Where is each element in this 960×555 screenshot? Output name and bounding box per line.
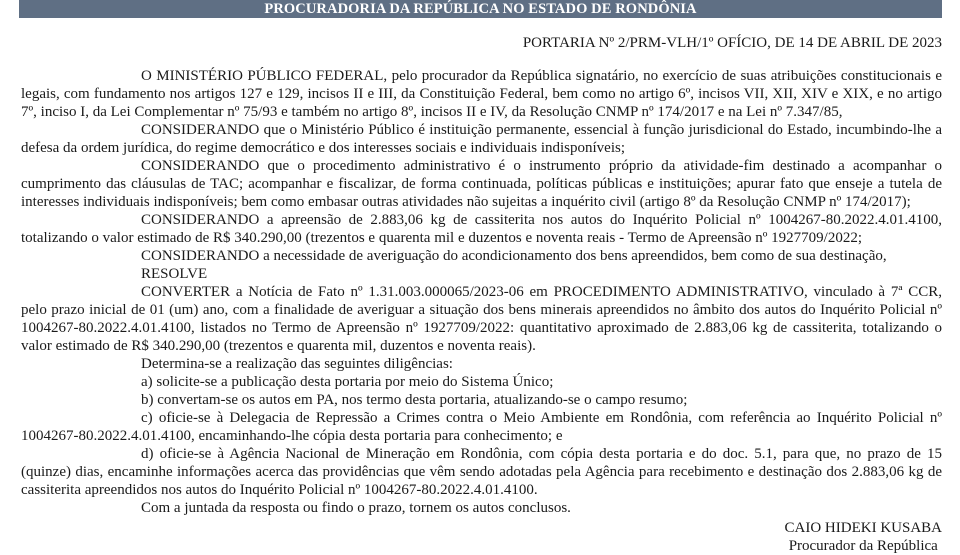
diligencia-item-d: d) oficie-se à Agência Nacional de Mineração em Rondônia, com cópia desta portaria e do doc. 5.1, para que, no prazo de 15 (quinze) dias, encaminhe informações acerca das providências que vêm sendo adotadas pela Agência para recebimento e destinação dos 2.883,06 kg de cassiterita apreendidos nos autos do Inquérito Policial nº 1004267-80.2022.4.01.4100.: [21, 446, 942, 498]
preamble-paragraph: O MINISTÉRIO PÚBLICO FEDERAL, pelo procurador da República signatário, no exercício de suas atribuições constitucionais e legais, com fundamento nos artigos 127 e 129, incisos II e III, da Constituição Federal, bem como no artigo 6º, incisos VII, XII, XIV e XIX, e no artigo 7º, inciso I, da Lei Complementar nº 75/93 e também no artigo 8º, incisos II e IV, da Resolução CNMP nº 174/2017 e na Lei nº 7.347/85,: [21, 68, 942, 120]
diligencia-item-b: b) convertam-se os autos em PA, nos termo desta portaria, atualizando-se o campo resumo;: [141, 392, 688, 408]
signatory-role: Procurador da República: [788, 538, 938, 554]
diligencia-item-a: a) solicite-se a publicação desta portaria por meio do Sistema Único;: [141, 374, 554, 390]
signatory-name: CAIO HIDEKI KUSABA: [784, 520, 942, 536]
portaria-title: PORTARIA Nº 2/PRM-VLH/1º OFÍCIO, DE 14 DE ABRIL DE 2023: [522, 35, 942, 51]
considerando-paragraph-4: CONSIDERANDO a necessidade de averiguação do acondicionamento dos bens apreendidos, bem como de sua destinação,: [141, 248, 887, 264]
diligencia-item-c: c) oficie-se à Delegacia de Repressão a Crimes contra o Meio Ambiente em Rondônia, com referência ao Inquérito Policial nº 1004267-80.2022.4.01.4100, encaminhando-lhe cópia desta portaria para conhecimento; e: [21, 410, 942, 444]
considerando-paragraph-3: CONSIDERANDO a apreensão de 2.883,06 kg de cassiterita nos autos do Inquérito Policial nº 1004267-80.2022.4.01.4100, totalizando o valor estimado de R$ 340.290,00 (trezentos e quarenta mil e duzentos e noventa reais - Termo de Apreensão nº 1927709/2022;: [21, 212, 942, 246]
considerando-paragraph-1: CONSIDERANDO que o Ministério Público é instituição permanente, essencial à função jurisdicional do Estado, incumbindo-lhe a defesa da ordem jurídica, do regime democrático e dos interesses sociais e individuais indisponíveis;: [21, 122, 942, 156]
office-header-title: PROCURADORIA DA REPÚBLICA NO ESTADO DE RONDÔNIA: [264, 1, 697, 17]
office-header-bar: [19, 0, 942, 18]
considerando-paragraph-2: CONSIDERANDO que o procedimento administrativo é o instrumento próprio da atividade-fim destinado a acompanhar o cumprimento das cláusulas de TAC; acompanhar e fiscalizar, de forma continuada, políticas públicas e instituições; apurar fato que enseje a tutela de interesses individuais indisponíveis; bem como embasar outras atividades não sujeitas a inquérito civil (artigo 8º da Resolução CNMP nº 174/2017);: [21, 158, 942, 210]
closing-paragraph: Com a juntada da resposta ou findo o prazo, tornem os autos conclusos.: [141, 500, 571, 516]
document-body: [21, 67, 942, 517]
signature-block: [785, 519, 943, 555]
converter-paragraph: CONVERTER a Notícia de Fato nº 1.31.003.000065/2023-06 em PROCEDIMENTO ADMINISTRATIVO, vinculado à 7ª CCR, pelo prazo inicial de 01 (um) ano, com a finalidade de averiguar a situação dos bens minerais apreendidos no âmbito dos autos do Inquérito Policial nº 1004267-80.2022.4.01.4100, listados no Termo de Apreensão nº 1927709/2022: quantitativo aproximado de 2.883,06 kg de cassiterita, totalizando o valor estimado de R$ 340.290,00 (trezentos e quarenta mil, duzentos e noventa reais).: [21, 284, 942, 354]
diligencias-intro: Determina-se a realização das seguintes diligências:: [141, 356, 453, 372]
resolve-heading: RESOLVE: [141, 266, 208, 282]
